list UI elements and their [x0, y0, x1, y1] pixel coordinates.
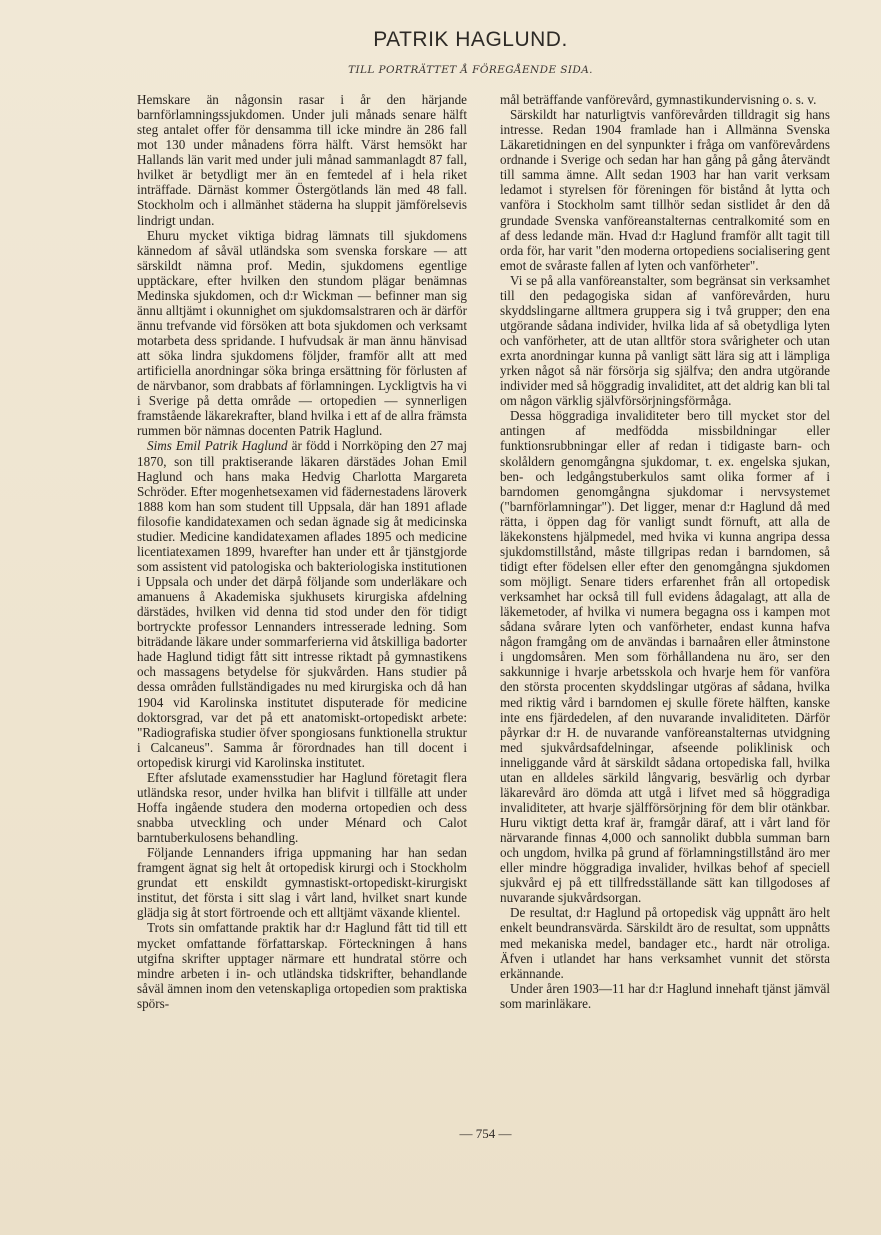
paragraph: Följande Lennanders ifriga uppmaning har han sedan framgent ägnat sig helt åt ortopedisk kirurgi och i Stockholm grundat ett enskildt gymnastiskt-ortopediskt-kirurgiskt institut, det första i sitt slag i vårt land, hvilket snart kunde glädja sig åt stort förtroende och ett alltjämt växande klientel. [137, 845, 467, 921]
article-subtitle: TILL PORTRÄTTET Å FÖREGÅENDE SIDA. [348, 64, 593, 76]
article-title: PATRIK HAGLUND. [373, 28, 568, 51]
paragraph-text: är född i Norrköping den 27 maj 1870, son till praktiserande läkaren därstädes Johan Emil Haglund och hans maka Hedvig Charlotta Margareta Schröder. Efter mogenhetsexamen vid fädernestadens läroverk 1888 kom han som student till Uppsala, där han 1891 aflade filosofie kandidatexamen och sedan ägnade sig åt medicinska studier. Medicine kandidatexamen aflades 1895 och medicine licentiatexamen 1899, hvarefter han under ett år tjänstgjorde som assistent vid patologiska och bakteriologiska institutionen i Uppsala och under det därpå följande som underläkare och amanuens å Akademiska sjukhusets kirurgiska afdelning därstädes, hvilken vid denna tid stod under den för tidigt bortryckte professor Lennanders intresserade ledning. Som biträdande läkare under sommarferierna vid åtskilliga badorter hade Haglund tidigt fått sitt intresse riktadt på gymnastikens och massagens betydelse för sjukvården. Hans studier på dessa områden fullständigades nu med kirurgiska och då han 1904 vid Karolinska institutet disputerade för medicine doktorsgrad, var det på ett anatomiskt-ortopediskt arbete: "Radiografiska studier öfver spongiosans funktionella struktur i Calcaneus". Samma år förordnades han till docent i ortopedisk kirurgi vid Karolinska institutet. [137, 438, 467, 770]
paragraph: Ehuru mycket viktiga bidrag lämnats till sjukdomens kännedom af såväl utländska som svenska forskare — att särskildt nämna prof. Medin, sjukdomens egentlige upptäckare, efter hvilken den stundom plägar benämnas Medinska sjukdomen, och d:r Wickman — befinner man sig ännu alltjämt i okunnighet om sjukdomsalstraren och är därför ännu trefvande vid försöken att bota sjukdomen och verksamt motarbeta dess spridande. I hufvudsak är man ännu hänvisad att söka lindra sjukdomens följder, framför allt att med artificiella anordningar söka bringa ersättning för förlusten af de närvbanor, som drabbats af förlamningen. Lyckligtvis ha vi i Sverige på detta område — ortopedien — synnerligen framstående läkarekrafter, bland hvilka i ett af de allra främsta rummen bör nämnas docenten Patrik Haglund. [137, 227, 467, 439]
paragraph: Vi se på alla vanföreanstalter, som begränsat sin verksamhet till den pedagogiska sidan af vanförevården, huru skyddslingarne alltmera gruppera sig i två grupper; den ena utgörande sådana individer, hvilka lida af så obetydliga lyten och vanförheter, att de utan alltför stora svårigheter och utan exrta anordningar kunna på vanligt sätt lära sig att i lämpliga yrken något så när försörja sig själfva; den andra utgörande individer med så höggradig invaliditet, att det aldrig kan bli tal om någon värklig självförsörjningsförmåga. [500, 272, 830, 409]
paragraph: Hemskare än någonsin rasar i år den härjande barnförlamningssjukdomen. Under juli månads senare hälft steg antalet offer för densamma till icke mindre än 286 fall mot 130 under månadens förra hälft. Värst hemsökt har Hallands län varit med under juli månad sammanlagdt 87 fall, hvilket är betydligt mer än en femtedel af i hela riket inträffade. Därnäst kommer Östergötlands län med 48 fall. Stockholm och i allmänhet städerna ha sluppit jämförelsevis lindrigt undan. [137, 92, 467, 228]
paragraph: Efter afslutade examensstudier har Haglund företagit flera utländska resor, under hvilka han blifvit i tillfälle att under Hoffa ingående studera den moderna ortopedien och dess snabba utveckling och under Ménard och Calot barntuberkulosens behandling. [137, 769, 467, 846]
paragraph [137, 438, 467, 769]
paragraph: Trots sin omfattande praktik har d:r Haglund fått tid till ett mycket omfattande författarskap. Förteckningen å hans utgifna skrifter upptager närmare ett hundratal större och mindre arbeten i in- och utländska tidskrifter, behandlande såväl ämnen inom den vetenskapliga ortopedien som praktiska spörs- [137, 920, 467, 1011]
right-column [500, 92, 830, 1104]
paragraph: Under åren 1903—11 har d:r Haglund innehaft tjänst jämväl som marinläkare. [500, 980, 830, 1011]
page-number: — 754 — [459, 1126, 512, 1141]
paragraph: Särskildt har naturligtvis vanförevården tilldragit sig hans intresse. Redan 1904 framlade han i Allmänna Svenska Läkaretidningen en del synpunkter i fråga om vanförevårdens ordnande i Sverige och sedan har han gång på gång återvändt till samma ämne. Allt sedan 1903 har han varit verksam ledamot i styrelsen för föreningen för bistånd åt lytta och vanföra i Stockholm samt tillhör sedan sistlidet år den då grundade Svenska vanföreanstalternas centralkomité som en af dess ledande män. Hvad d:r Haglund framför allt tagit till orda för, har varit "den moderna ortopediens socialisering gent emot de svåraste fallen af lyten och vanförheter". [500, 107, 830, 273]
paragraph: De resultat, d:r Haglund på ortopedisk väg uppnått äro helt enkelt beundransvärda. Särskildt äro de resultat, som uppnåtts med mekaniska medel, bandager etc., hardt när otroliga. Äfven i utlandet har hans verksamhet vunnit det största erkännande. [500, 905, 830, 981]
lead-name: Sims Emil Patrik Haglund [147, 438, 288, 454]
paragraph: Dessa höggradiga invaliditeter bero till mycket stor del antingen af medfödda missbildningar eller funktionsrubbningar eller af redan i tidigaste barn- och skolåldern genomgångna sjukdomar, t. ex. engelska sjukan, ben- och ledgångstuberkulos samt olika former af i barndomen genomgångna sjukdomar i nervsystemet ("barnförlamningar"). Det ligger, menar d:r Haglund då med rätta, i öppen dag för vanligt sundt förnuft, att alla de läkekonstens hjälpmedel, med hvika vi kunna angripa dessa sjukdomstillstånd, måste tillgripas redan i barndomen, så tidigt efter födelsen eller efter den genomgångna sjukdomen som möjligt. Senare tiders erfarenhet från all ortopedisk verksamhet har också till full evidens ådagalagt, att alla de läkemetoder, af hvilka vi numera begagna oss i kampen mot sådana svårare lyten och vanförheter, endast kunna hafva någon framgång om de användas i barnaåren eller åtminstone i ungdomsåren. Men som förhållandena nu äro, ser den sakkunnige i hvarje arbetsskola och hvarje hem för vanföra den största procenten skyddslingar utgöras af sådana, hvilka med riktig vård i barndomen ej skulle förete hälften, kanske inte ens fjärdedelen, af den nuvarande invaliditeten. Därför påyrkar d:r H. de nuvarande vanföreanstalternas utvidgning med sjukvårdsafdelningar, afseende poliklinisk och inneliggande vård åt särskildt sådana ortopediska fall, hvilka utan en alldeles särkild långvarig, besvärlig och dyrbar läkarevård äro dömda att utgå i lifvet med så höggradiga invaliditeter, att hvarje själfförsörjning för dem blir otänkbar. Huru viktigt detta kraf är, framgår däraf, att i vårt land för närvarande finnas 4,000 och sannolikt dubbla summan barn och ungdom, hvilka på grund af förlamningstillstånd äro mer eller mindre höggradiga invalider, hvilkas behof af speciell sjukvård ej på ett tillfredsställande sätt kan tillgodoses af nuvarande sjukvårdsorgan. [500, 408, 830, 906]
left-column [137, 92, 467, 1104]
paragraph: mål beträffande vanförevård, gymnastikundervisning o. s. v. [500, 92, 817, 107]
